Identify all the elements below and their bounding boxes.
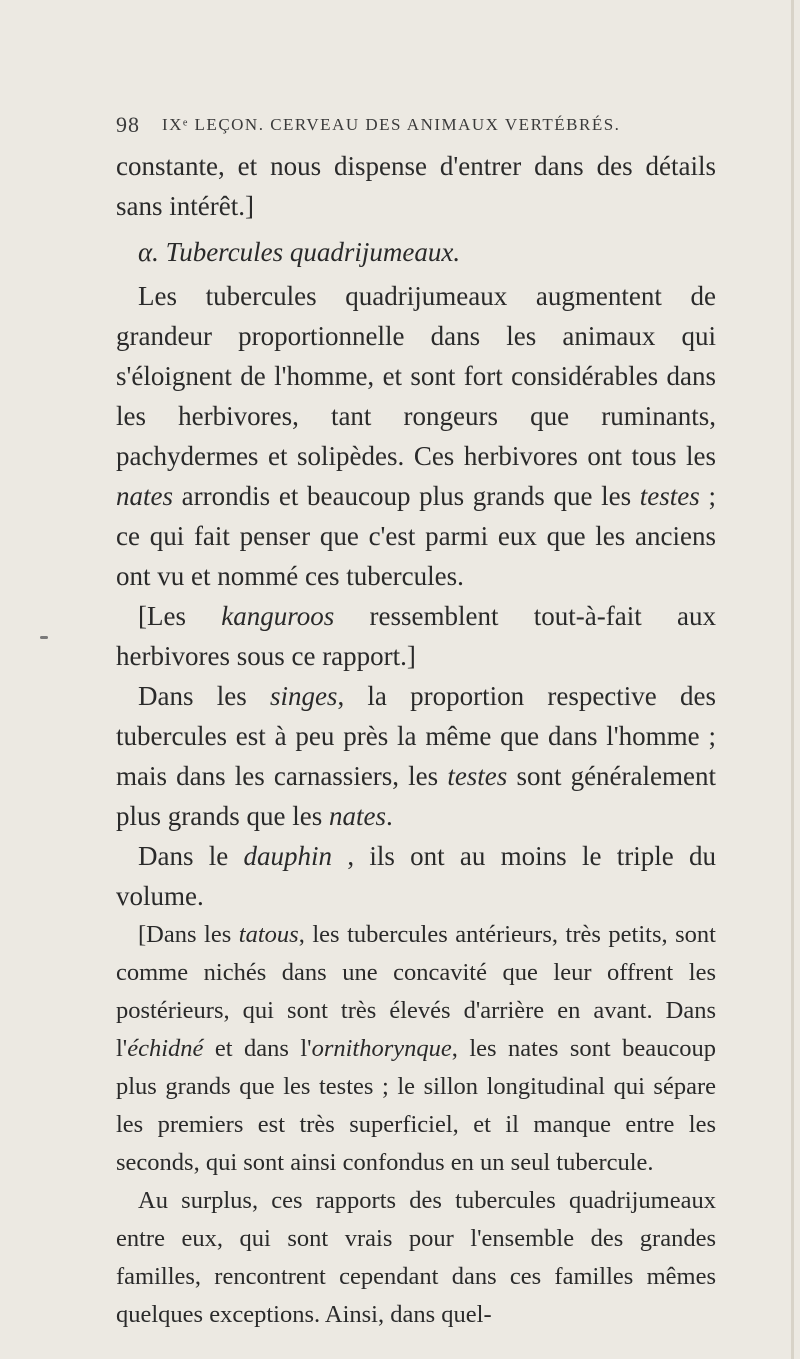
page-edge — [791, 0, 794, 1359]
page-number: 98 — [116, 112, 140, 137]
paragraph-5: Dans le dauphin , ils ont au moins le triple du volume. — [116, 841, 716, 911]
paragraph-6: [Dans les tatous, les tubercules antérieurs, très petits, sont comme nichés dans une concavité que leur offrent les postérieurs, qui sont très élevés d'arrière en avant. Dans l'échidné et dans l'ornithorynque, les nates sont beaucoup plus grands que les testes ; le sillon longitudinal qui sépare les premiers est très superficiel, et il manque entre les seconds, qui sont ainsi confondus en un seul tubercule. — [116, 921, 716, 1176]
paragraph-4: Dans les singes, la proportion respective des tubercules est à peu près la même que dans l'homme ; mais dans les carnassiers, les testes sont généralement plus grands que les nates. — [116, 681, 716, 831]
paragraph-2: Les tubercules quadrijumeaux augmentent de grandeur proportionnelle dans les animaux qui s'éloignent de l'homme, et sont fort considérables dans les herbivores, tant rongeurs que ruminants, pachydermes et solipèdes. Ces herbivores ont tous les nates arrondis et beaucoup plus grands que les testes ; ce qui fait penser que c'est parmi eux que les anciens ont vu et nommé ces tubercules. — [116, 281, 716, 591]
paragraph-7: Au surplus, ces rapports des tubercules quadrijumeaux entre eux, qui sont vrais pour l'ensemble des grandes familles, rencontrent cependant dans ces familles mêmes quelques exceptions. Ainsi, dans quel- — [116, 1187, 716, 1328]
paragraph-3: [Les kanguroos ressemblent tout-à-fait aux herbivores sous ce rapport.] — [116, 601, 716, 671]
running-title: IXᵉ LEÇON. CERVEAU DES ANIMAUX VERTÉBRÉS. — [162, 115, 621, 134]
page-body — [116, 146, 716, 1334]
paragraph-1: constante, et nous dispense d'entrer dans des détails sans intérêt.] — [116, 151, 716, 221]
section-title: α. Tubercules quadrijumeaux. — [138, 237, 461, 267]
page-speck — [40, 636, 48, 639]
page-header — [116, 112, 716, 142]
